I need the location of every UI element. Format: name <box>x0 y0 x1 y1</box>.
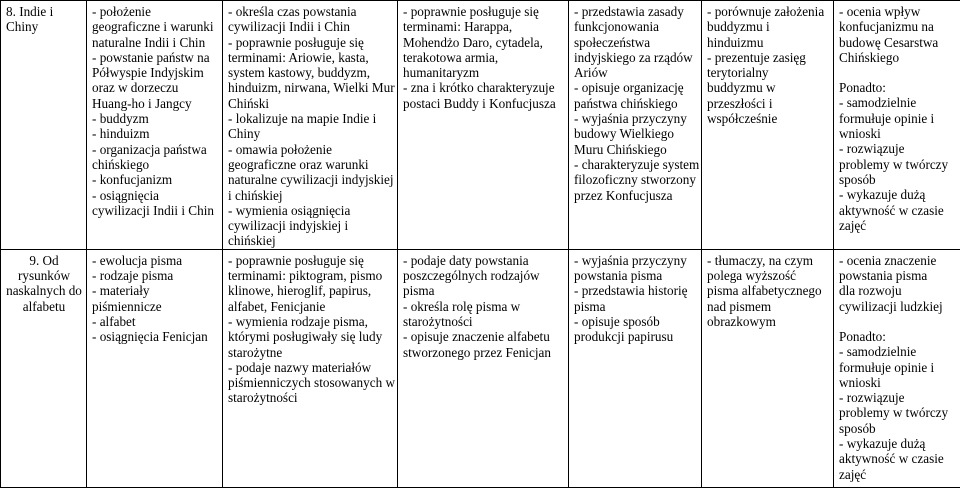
requirement-line: polega wyższość <box>707 268 829 283</box>
requirements-cell-dobra <box>569 249 702 487</box>
requirement-line: formułuje opinie i <box>839 111 956 126</box>
requirement-block <box>707 253 829 329</box>
topic-line: naturalne Indii i Chin <box>92 35 218 50</box>
requirement-line: współcześnie <box>707 111 829 126</box>
requirement-line: Chińskiego <box>839 50 956 65</box>
requirement-line: pisma alfabetycznego <box>707 283 829 298</box>
requirement-line: poszczególnych rodzajów <box>403 268 564 283</box>
requirement-line: - prezentuje zasięg <box>707 50 829 65</box>
requirement-block <box>228 4 393 249</box>
requirement-line: terakotowa armia, <box>403 50 564 65</box>
requirements-cell-dopuszczajaca <box>223 1 398 250</box>
requirement-block <box>403 4 564 111</box>
requirement-line: piśmienniczych stosowanych w <box>228 375 393 390</box>
requirement-line: dla rozwoju <box>839 283 956 298</box>
requirement-line: buddyzmu w <box>707 80 829 95</box>
requirement-line: aktywność w czasie <box>839 451 956 466</box>
requirement-line: - opisuje sposób <box>574 314 697 329</box>
requirement-line: - rozwiązuje <box>839 141 956 156</box>
topic-line: - ewolucja pisma <box>92 253 218 268</box>
requirement-line: funkcjonowania <box>574 19 697 34</box>
requirement-line: starożytne <box>228 345 393 360</box>
topic-line: Huang-ho i Jangcy <box>92 96 218 111</box>
requirement-line: wnioski <box>839 375 956 390</box>
requirement-line: - rozwiązuje <box>839 390 956 405</box>
requirements-cell-bardzo-dobra <box>702 249 834 487</box>
topic-line: geograficzne i warunki <box>92 19 218 34</box>
requirement-line: - wykazuje dużą <box>839 187 956 202</box>
requirement-line: Ariów <box>574 65 697 80</box>
section-title-line: alfabetu <box>6 299 82 314</box>
requirement-line: cywilizacji Indii i Chin <box>228 19 393 34</box>
topic-line: piśmiennicze <box>92 299 218 314</box>
requirement-line: przeszłości i <box>707 96 829 111</box>
requirement-line: cywilizacji ludzkiej <box>839 299 956 314</box>
requirement-block <box>839 253 956 314</box>
requirement-line: - określa czas powstania <box>228 4 393 19</box>
requirement-line: - wykazuje dużą <box>839 436 956 451</box>
topic-line: - organizacja państwa <box>92 142 218 157</box>
requirement-line: postaci Buddy i Konfucjusza <box>403 96 564 111</box>
requirement-block <box>839 4 956 65</box>
section-cell <box>1 1 87 250</box>
topic-line: - konfucjanizm <box>92 172 218 187</box>
requirement-line: powstania pisma <box>574 268 697 283</box>
requirement-line: Ponadto: <box>839 80 956 95</box>
requirement-line: - poprawnie posługuje się <box>228 253 393 268</box>
requirement-block <box>839 329 956 482</box>
requirement-line: zajęć <box>839 467 956 482</box>
requirements-cell-dostateczna <box>398 1 569 250</box>
topic-line: - osiągnięcia Fenicjan <box>92 329 218 344</box>
requirements-cell-dopuszczajaca <box>223 249 398 487</box>
requirement-line: produkcji papirusu <box>574 329 697 344</box>
requirement-line: budowę Cesarstwa <box>839 35 956 50</box>
requirement-line: Muru Chińskiego <box>574 142 697 157</box>
requirement-line: sposób <box>839 172 956 187</box>
topic-line: - buddyzm <box>92 111 218 126</box>
requirement-line: - poprawnie posługuje się <box>403 4 564 19</box>
requirement-line: system kastowy, buddyzm, <box>228 65 393 80</box>
requirement-line: chińskiej <box>228 233 393 248</box>
requirement-line: - tłumaczy, na czym <box>707 253 829 268</box>
table-row <box>1 249 960 487</box>
requirement-line: państwa chińskiego <box>574 96 697 111</box>
requirements-cell-dostateczna <box>398 249 569 487</box>
table-body <box>1 1 960 488</box>
topic-line: - osiągnięcia <box>92 188 218 203</box>
requirement-line: - podaje nazwy materiałów <box>228 360 393 375</box>
topic-line: Półwyspie Indyjskim <box>92 65 218 80</box>
requirement-block <box>839 80 956 233</box>
requirement-line: - podaje daty powstania <box>403 253 564 268</box>
requirement-line: - porównuje założenia <box>707 4 829 19</box>
requirement-line: terminami: Harappa, <box>403 19 564 34</box>
topic-line: - materiały <box>92 283 218 298</box>
requirement-line: hinduizm, nirwana, Wielki Mur <box>228 80 393 95</box>
requirement-line: terminami: Ariowie, kasta, <box>228 50 393 65</box>
requirement-line: - wymienia osiągnięcia <box>228 203 393 218</box>
requirement-line: - samodzielnie <box>839 344 956 359</box>
requirement-line: i chińskiej <box>228 188 393 203</box>
topic-line: - alfabet <box>92 314 218 329</box>
requirement-line: - wyjaśnia przyczyny <box>574 111 697 126</box>
requirement-line: problemy w twórczy <box>839 405 956 420</box>
requirement-line: - przedstawia historię <box>574 283 697 298</box>
requirement-line: nad pismem <box>707 299 829 314</box>
requirement-block <box>228 253 393 406</box>
requirement-block <box>403 253 564 360</box>
requirement-line: starożytności <box>403 314 564 329</box>
topic-line: - rodzaje pisma <box>92 268 218 283</box>
requirement-line: - opisuje organizację <box>574 80 697 95</box>
requirement-line: konfucjanizmu na <box>839 19 956 34</box>
requirement-line: terminami: piktogram, pismo <box>228 268 393 283</box>
requirement-line: formułuje opinie i <box>839 360 956 375</box>
requirement-line: hinduizmu <box>707 35 829 50</box>
requirement-line: - wyjaśnia przyczyny <box>574 253 697 268</box>
requirement-line: filozoficzny stworzony <box>574 172 697 187</box>
requirement-line: przez Konfucjusza <box>574 188 697 203</box>
requirement-line: wnioski <box>839 126 956 141</box>
requirement-line: - ocenia wpływ <box>839 4 956 19</box>
topic-line: - powstanie państw na <box>92 50 218 65</box>
requirement-line: budowy Wielkiego <box>574 126 697 141</box>
requirement-line: - ocenia znaczenie <box>839 253 956 268</box>
section-title-line: naskalnych do <box>6 283 82 298</box>
requirements-cell-dobra <box>569 1 702 250</box>
requirement-line: którymi posługiwały się ludy <box>228 329 393 344</box>
requirement-line: - samodzielnie <box>839 95 956 110</box>
requirement-line: cywilizacji indyjskiej i <box>228 218 393 233</box>
requirement-line: terytorialny <box>707 65 829 80</box>
topic-line: - położenie <box>92 4 218 19</box>
requirement-line: sposób <box>839 421 956 436</box>
requirement-line: problemy w twórczy <box>839 157 956 172</box>
requirement-line: - omawia położenie <box>228 142 393 157</box>
requirement-line: - zna i krótko charakteryzuje <box>403 80 564 95</box>
requirements-cell-celujaca <box>834 1 960 250</box>
topic-line: oraz w dorzeczu <box>92 80 218 95</box>
section-cell <box>1 249 87 487</box>
section-title-line: 8. Indie i <box>6 4 82 19</box>
requirement-line: humanitaryzm <box>403 65 564 80</box>
requirement-line: Ponadto: <box>839 329 956 344</box>
section-title-line: rysunków <box>6 268 82 283</box>
requirement-line: naturalne cywilizacji indyjskiej <box>228 172 393 187</box>
table-row <box>1 1 960 250</box>
requirement-line: Chiński <box>228 96 393 111</box>
section-title-line: 9. Od <box>6 253 82 268</box>
section-title-line: Chiny <box>6 19 82 34</box>
topics-cell <box>87 1 223 250</box>
topic-line: chińskiego <box>92 157 218 172</box>
requirement-block <box>707 4 829 126</box>
topic-line: - hinduizm <box>92 126 218 141</box>
requirement-line: - wymienia rodzaje pisma, <box>228 314 393 329</box>
requirement-line: starożytności <box>228 390 393 405</box>
requirement-line: indyjskiego za rządów <box>574 50 697 65</box>
requirements-cell-bardzo-dobra <box>702 1 834 250</box>
requirement-line: - charakteryzuje system <box>574 157 697 172</box>
topic-line: cywilizacji Indii i Chin <box>92 203 218 218</box>
topics-cell <box>87 249 223 487</box>
requirement-block <box>574 253 697 345</box>
requirement-line: klinowe, hieroglif, papirus, <box>228 283 393 298</box>
requirement-line: Chiny <box>228 126 393 141</box>
requirement-line: buddyzmu i <box>707 19 829 34</box>
requirement-line: Mohendżo Daro, cytadela, <box>403 35 564 50</box>
requirement-line: - przedstawia zasady <box>574 4 697 19</box>
requirement-line: - określa rolę pisma w <box>403 299 564 314</box>
requirement-line: społeczeństwa <box>574 35 697 50</box>
requirement-line: aktywność w czasie <box>839 203 956 218</box>
requirement-line: powstania pisma <box>839 268 956 283</box>
requirement-line: - opisuje znaczenie alfabetu <box>403 329 564 344</box>
requirement-block <box>574 4 697 203</box>
requirement-line: stworzonego przez Fenicjan <box>403 345 564 360</box>
requirements-cell-celujaca <box>834 249 960 487</box>
requirement-line: geograficzne oraz warunki <box>228 157 393 172</box>
requirement-line: - lokalizuje na mapie Indie i <box>228 111 393 126</box>
requirement-line: zajęć <box>839 218 956 233</box>
requirement-line: obrazkowym <box>707 314 829 329</box>
requirement-line: pisma <box>403 283 564 298</box>
requirement-line: alfabet, Fenicjanie <box>228 299 393 314</box>
requirement-line: - poprawnie posługuje się <box>228 35 393 50</box>
requirement-line: pisma <box>574 299 697 314</box>
